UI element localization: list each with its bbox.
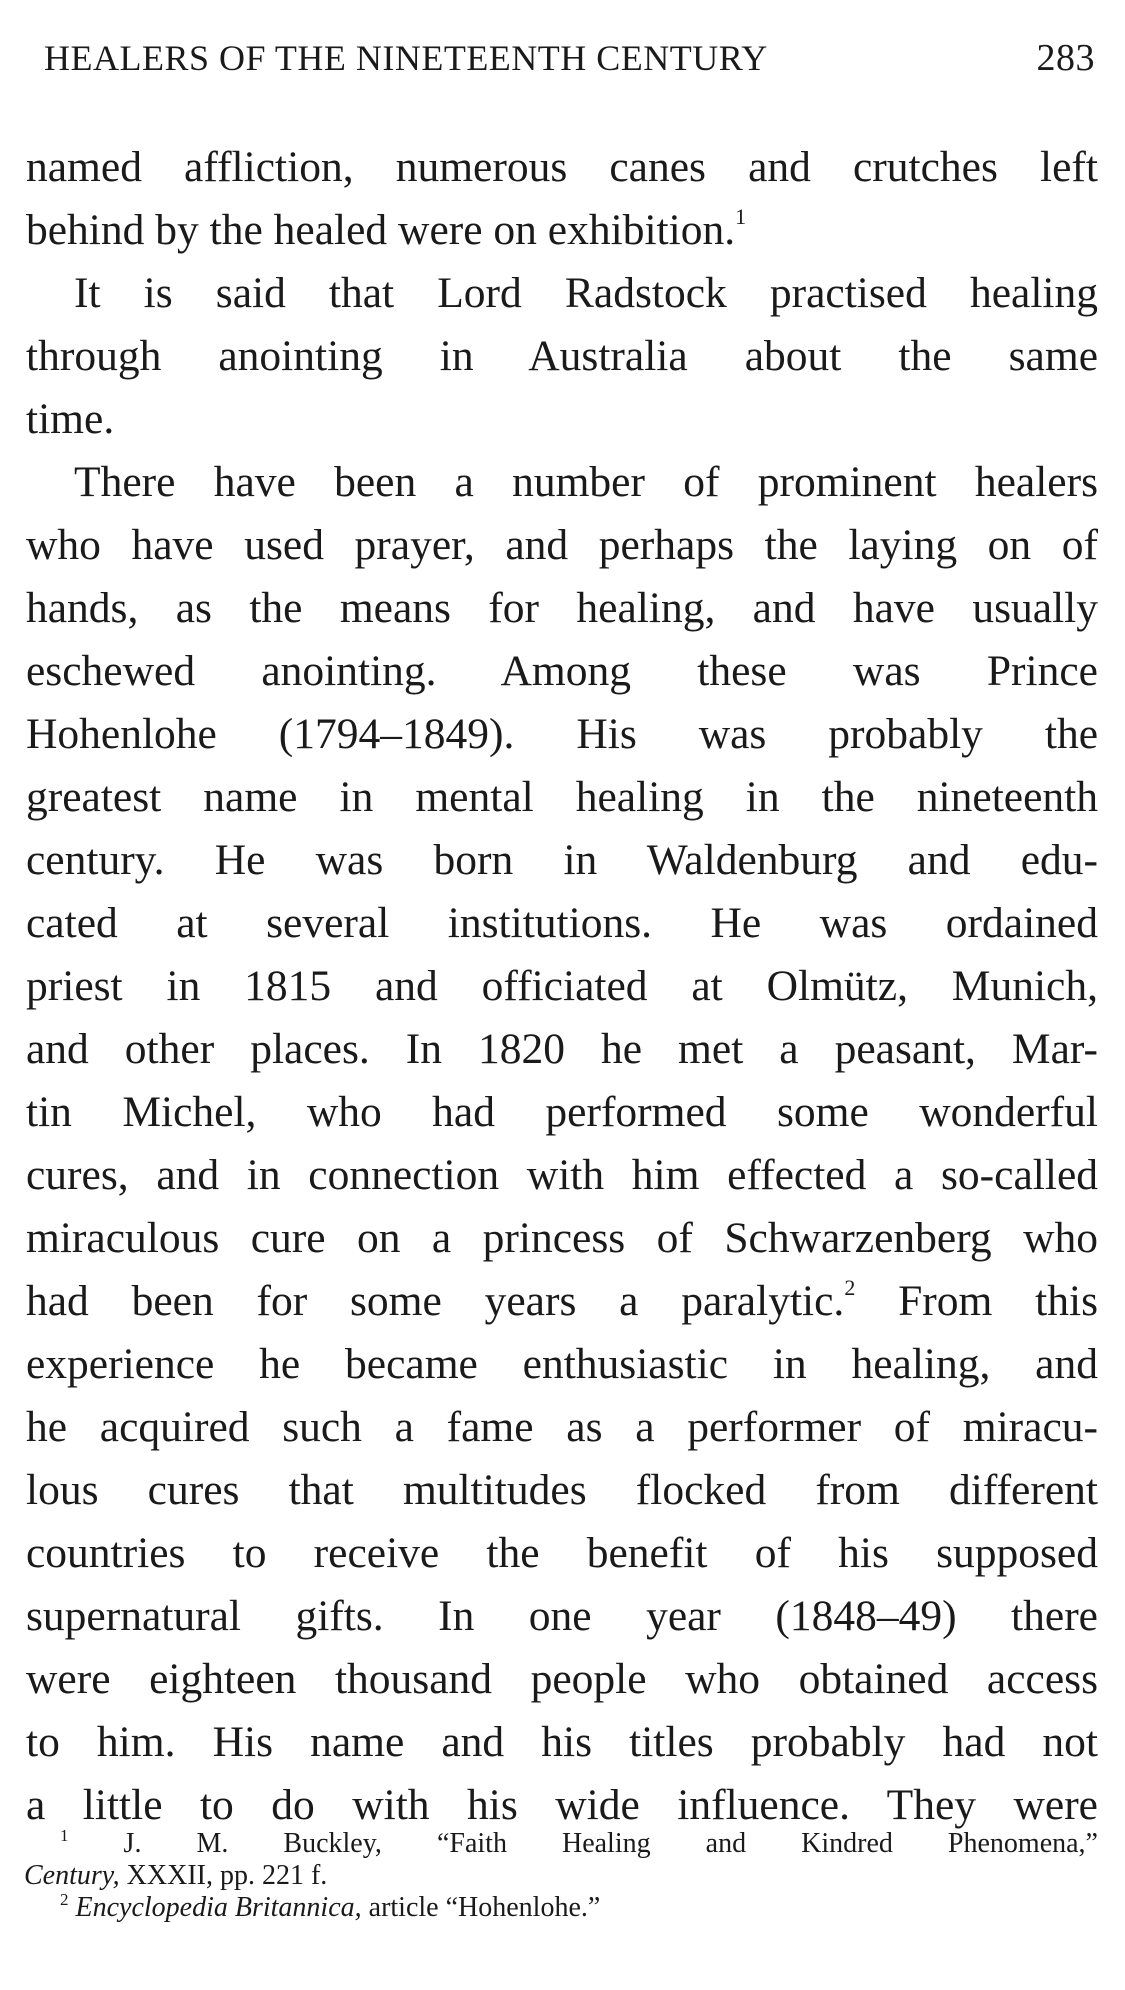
- text-line: and other places. In 1820 he met a peasant, Mar-: [26, 1025, 1098, 1073]
- text-line: countries to receive the benefit of his supposed: [26, 1529, 1098, 1577]
- footnote-author: J. M. Buckley,: [68, 1828, 437, 1859]
- text-line: were eighteen thousand people who obtained access: [26, 1655, 1098, 1703]
- text-line: It is said that Lord Radstock practised healing: [74, 269, 1098, 317]
- text-line: There have been a number of prominent healers: [74, 458, 1098, 506]
- text-line: cures, and in connection with him effected a so-called: [26, 1151, 1098, 1199]
- footnote-article: article “Hohenlohe.”: [361, 1892, 601, 1923]
- footnote-source: Encyclopedia Britannica,: [68, 1892, 362, 1923]
- text-line: priest in 1815 and officiated at Olmütz, Munich,: [26, 962, 1098, 1010]
- text-line: named affliction, numerous canes and crutches left: [26, 143, 1098, 191]
- text-line: hands, as the means for healing, and have usually: [26, 584, 1098, 632]
- text-line: tin Michel, who had performed some wonderful: [26, 1088, 1098, 1136]
- text-line: time.: [26, 395, 115, 443]
- footnote-mark: 2: [60, 1890, 69, 1909]
- footnote-1-continued: [24, 1860, 1098, 1892]
- text-line: [26, 1270, 1098, 1333]
- text-line-content: behind by the healed were on exhibition.: [26, 206, 736, 254]
- text-line: through anointing in Australia about the same: [26, 332, 1098, 380]
- footnotes: [24, 1828, 1098, 1924]
- text-line: Hohenlohe (1794–1849). His was probably the: [26, 710, 1098, 758]
- page-number: 283: [1036, 37, 1095, 79]
- text-line: who have used prayer, and perhaps the laying on of: [26, 521, 1098, 569]
- running-title: HEALERS OF THE NINETEENTH CENTURY: [44, 38, 768, 78]
- text-line: to him. His name and his titles probably had not: [26, 1718, 1098, 1766]
- text-line: cated at several institutions. He was ordained: [26, 899, 1098, 947]
- text-line: eschewed anointing. Among these was Prince: [26, 647, 1098, 695]
- footnote-1: [24, 1828, 1098, 1860]
- text-line: century. He was born in Waldenburg and edu-: [26, 836, 1098, 884]
- body-text: [26, 136, 1098, 1837]
- footnote-mark: 1: [60, 1826, 69, 1845]
- text-line: he acquired such a fame as a performer of miracu-: [26, 1403, 1098, 1451]
- footnote-article-title: “Faith Healing and Kindred Phenomena,”: [436, 1828, 1098, 1859]
- text-line: experience he became enthusiastic in healing, and: [26, 1340, 1098, 1388]
- text-line: [26, 199, 1098, 262]
- footnote-ref: 2: [844, 1275, 856, 1300]
- text-line: supernatural gifts. In one year (1848–49) there: [26, 1592, 1098, 1640]
- text-line-content: had been for some years a paralytic.: [26, 1277, 845, 1325]
- footnote-journal: Century,: [24, 1860, 120, 1891]
- text-line: miraculous cure on a princess of Schwarzenberg who: [26, 1214, 1098, 1262]
- running-head: [44, 36, 1095, 92]
- footnote-2: [24, 1892, 1098, 1924]
- footnote-ref: 1: [735, 204, 747, 229]
- footnote-citation: XXXII, pp. 221 f.: [119, 1860, 328, 1891]
- text-line-content: From this: [855, 1277, 1098, 1325]
- text-line: greatest name in mental healing in the nineteenth: [26, 773, 1098, 821]
- text-line: a little to do with his wide influence. They were: [26, 1781, 1098, 1829]
- text-line: lous cures that multitudes flocked from different: [26, 1466, 1098, 1514]
